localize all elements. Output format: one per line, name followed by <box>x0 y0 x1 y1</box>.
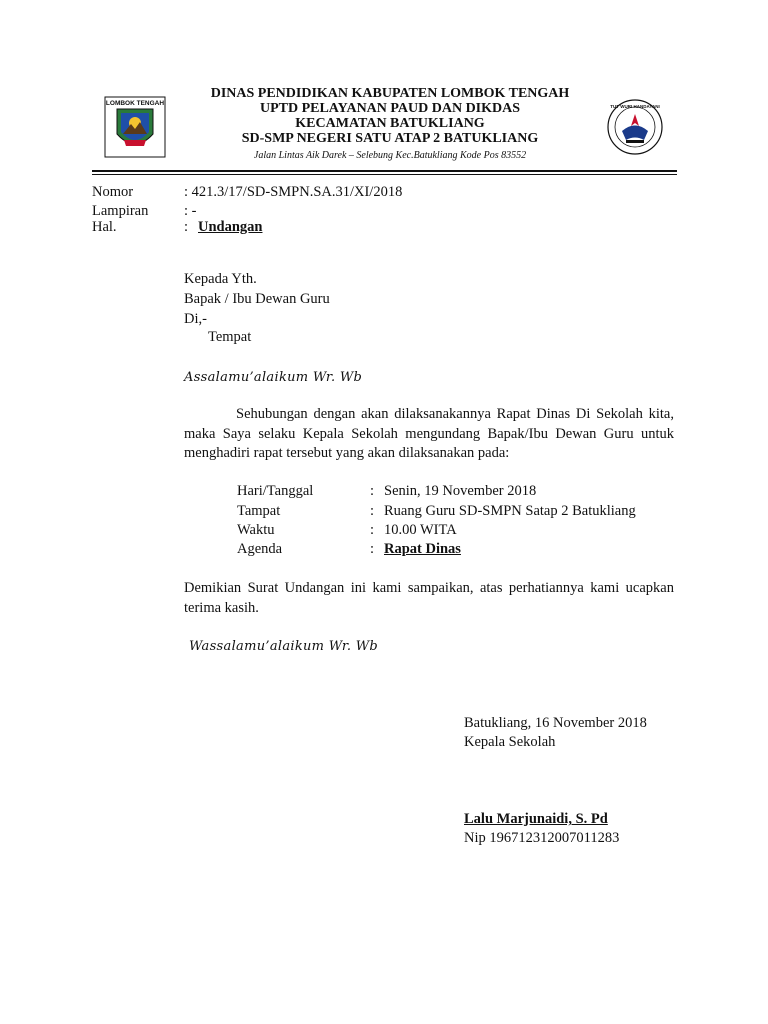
letterhead-divider-thin <box>92 174 677 175</box>
tut-wuri-handayani-logo <box>606 96 664 158</box>
hal-colon: : <box>184 219 189 235</box>
detail-label-time: Waktu <box>237 522 275 538</box>
body-paragraph-text: Sehubungan dengan akan dilaksanakannya Rapat Dinas Di Sekolah kita, maka Saya selaku Kepala Sekolah mengundang Bapak/Ibu Dewan Guru untuk menghadiri rapat tersebut yang akan dilaksanakan pada: <box>184 406 674 461</box>
recipient-line3: Di,- <box>184 311 207 327</box>
lombok-tengah-logo <box>104 96 166 158</box>
nomor-value: : 421.3/17/SD-SMPN.SA.31/XI/2018 <box>184 184 403 200</box>
letterhead <box>170 86 610 146</box>
lampiran-label: Lampiran <box>92 203 149 219</box>
closing-paragraph: Demikian Surat Undangan ini kami sampaikan, atas perhatiannya kami ucapkan terima kasih. <box>184 580 674 616</box>
signature-title: Kepala Sekolah <box>464 734 556 750</box>
letterhead-agency: DINAS PENDIDIKAN KABUPATEN LOMBOK TENGAH <box>210 86 570 101</box>
signature-name: Lalu Marjunaidi, S. Pd <box>464 811 608 827</box>
logo-caption: LOMBOK TENGAH <box>105 100 165 107</box>
nomor-label: Nomor <box>92 184 134 200</box>
lampiran-value: : - <box>184 203 197 219</box>
detail-label-place: Tampat <box>237 503 281 519</box>
recipient-line2: Bapak / Ibu Dewan Guru <box>184 291 330 307</box>
hal-label: Hal. <box>92 219 117 235</box>
signature-nip: Nip 196712312007011283 <box>464 830 620 846</box>
detail-colon-date: : <box>370 483 375 499</box>
detail-value-place: Ruang Guru SD-SMPN Satap 2 Batukliang <box>384 503 636 519</box>
body-paragraph <box>184 405 674 464</box>
detail-colon-agenda: : <box>370 541 375 557</box>
letterhead-address: Jalan Lintas Aik Darek – Selebung Kec.Batukliang Kode Pos 83552 <box>253 150 527 161</box>
recipient-line1: Kepada Yth. <box>184 271 257 287</box>
opening-greeting: Assalamu’alaikum Wr. Wb <box>184 370 363 385</box>
detail-value-date: Senin, 19 November 2018 <box>384 483 537 499</box>
detail-label-agenda: Agenda <box>237 541 283 557</box>
letterhead-unit: UPTD PELAYANAN PAUD DAN DIKDAS <box>259 101 521 116</box>
detail-label-date: Hari/Tanggal <box>237 483 314 499</box>
letterhead-district: KECAMATAN BATUKLIANG <box>295 116 485 131</box>
signature-place-date: Batukliang, 16 November 2018 <box>464 715 647 731</box>
hal-value: Undangan <box>198 219 263 235</box>
detail-colon-time: : <box>370 522 375 538</box>
detail-value-time: 10.00 WITA <box>384 522 457 538</box>
logo-motto: TUT WURI HANDAYANI <box>610 104 660 109</box>
detail-colon-place: : <box>370 503 375 519</box>
closing-greeting: Wassalamu’alaikum Wr. Wb <box>189 639 379 654</box>
letterhead-school: SD-SMP NEGERI SATU ATAP 2 BATUKLIANG <box>241 131 539 146</box>
recipient-line4: Tempat <box>208 329 252 345</box>
letterhead-divider <box>92 170 677 172</box>
detail-value-agenda: Rapat Dinas <box>384 541 461 557</box>
